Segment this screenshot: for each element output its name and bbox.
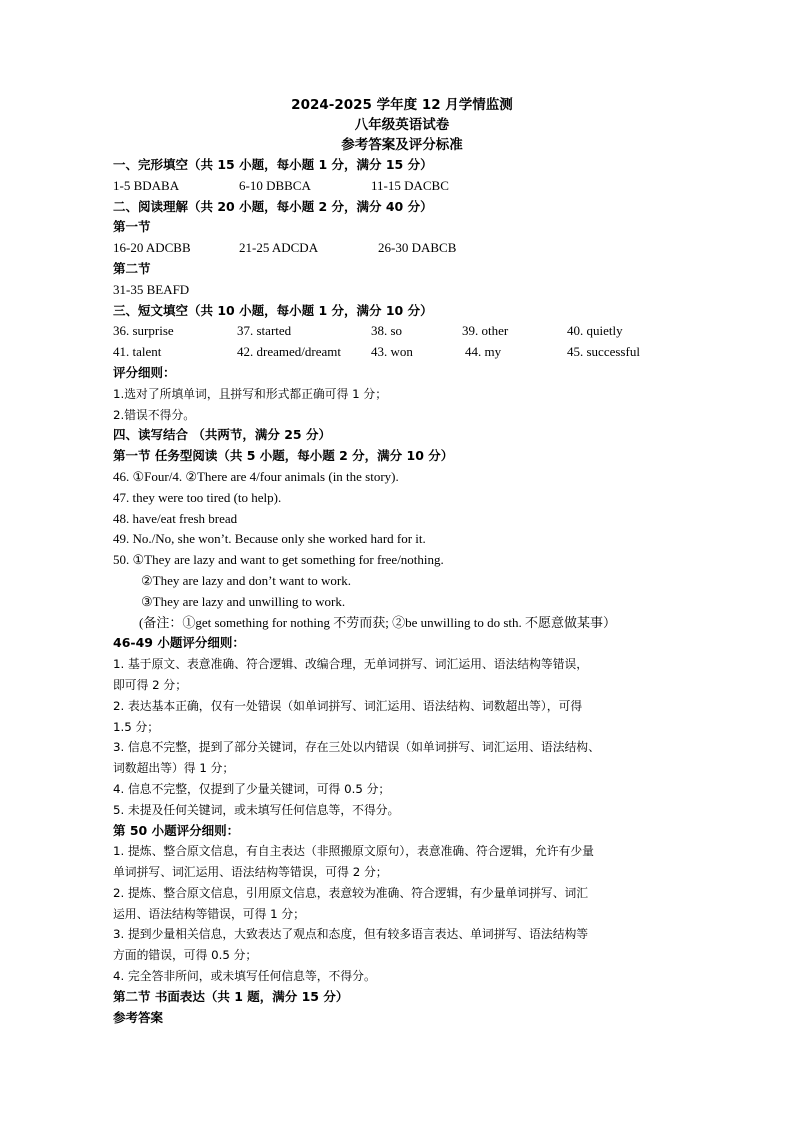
answer-group: 6-10 DBBCA bbox=[239, 177, 311, 193]
section1-heading: 一、完形填空（共 15 小题，每小题 1 分，满分 15 分） bbox=[113, 157, 433, 172]
answer-group: 21-25 ADCDA bbox=[239, 240, 319, 256]
answer-group: 16-20 ADCBB bbox=[113, 240, 191, 256]
answer-49: 49. No./No, she won’t. Because only she worked hard for it. bbox=[113, 531, 426, 547]
rule-line: 1. 提炼、整合原文信息，有自主表达（非照搬原文原句），表意准确、符合逻辑，允许有少量 bbox=[113, 844, 594, 859]
rule-line: 即可得 2 分； bbox=[113, 677, 187, 692]
exam-title bbox=[113, 95, 691, 155]
section3-rule: 1.选对了所填单词，且拼写和形式都正确可得 1 分； bbox=[113, 386, 387, 401]
section1-answers bbox=[113, 176, 691, 197]
rule-line: 4. 信息不完整，仅提到了少量关键词，可得 0.5 分； bbox=[113, 781, 391, 796]
section3-heading: 三、短文填空（共 10 小题，每小题 1 分，满分 10 分） bbox=[113, 302, 433, 318]
answer-item: 43. won bbox=[371, 344, 413, 360]
answer-item: 45. successful bbox=[567, 344, 640, 360]
answer-group: 26-30 DABCB bbox=[378, 240, 457, 256]
section3-answers-row2 bbox=[113, 342, 691, 363]
answer-50: 50. ①They are lazy and want to get something for free/nothing. bbox=[113, 552, 444, 568]
rule-line: 词数超出等）得 1 分； bbox=[113, 761, 235, 776]
section4-part2-heading: 第二节 书面表达（共 1 题，满分 15 分） bbox=[113, 988, 349, 1004]
answer-item: 41. talent bbox=[113, 344, 162, 360]
rule-line: 3. 信息不完整，提到了部分关键词，存在三处以内错误（如单词拼写、词汇运用、语法结构、 bbox=[113, 740, 600, 755]
answer-50-alt: ②They are lazy and don’t want to work. bbox=[141, 572, 351, 588]
section2-heading: 二、阅读理解（共 20 小题，每小题 2 分，满分 40 分） bbox=[113, 198, 433, 214]
section2-part1-answers bbox=[113, 238, 691, 259]
title-line-2: 八年级英语试卷 bbox=[354, 117, 450, 133]
rule-line: 运用、语法结构等错误，可得 1 分； bbox=[113, 906, 305, 921]
answer-group: 1-5 BDABA bbox=[113, 177, 180, 193]
answer-key-page bbox=[113, 95, 691, 1028]
answer-item: 40. quietly bbox=[567, 323, 623, 339]
answer-48: 48. have/eat fresh bread bbox=[113, 510, 238, 526]
section3-rule: 2.错误不得分。 bbox=[113, 407, 196, 422]
section3-rules-heading: 评分细则： bbox=[113, 364, 176, 380]
answer-item: 38. so bbox=[371, 323, 403, 339]
rule-line: 3. 提到少量相关信息，大致表达了观点和态度，但有较多语言表达、单词拼写、语法结构等 bbox=[113, 927, 589, 942]
title-line-1: 2024-2025 学年度 12 月学情监测 bbox=[291, 97, 513, 113]
reference-answer-heading: 参考答案 bbox=[113, 1009, 164, 1025]
answer-item: 37. started bbox=[237, 323, 292, 339]
section2-part1-label: 第一节 bbox=[113, 219, 151, 235]
section4-heading: 四、读写结合 （共两节，满分 25 分） bbox=[113, 427, 331, 443]
answer-46: 46. ①Four/4. ②There are 4/four animals (in the story). bbox=[113, 468, 399, 484]
rule-line: 5. 未提及任何关键词，或未填写任何信息等，不得分。 bbox=[113, 802, 400, 817]
rule-line: 1.5 分； bbox=[113, 719, 160, 734]
rule-line: 单词拼写、词汇运用、语法结构等错误，可得 2 分； bbox=[113, 865, 388, 880]
rule-line: 方面的错误，可得 0.5 分； bbox=[113, 948, 258, 963]
rules-46-49-heading: 46-49 小题评分细则： bbox=[113, 635, 245, 651]
answer-item: 44. my bbox=[465, 344, 502, 360]
answer-47: 47. they were too tired (to help). bbox=[113, 489, 282, 505]
rules-50-heading: 第 50 小题评分细则： bbox=[113, 822, 240, 838]
answer-50-note: (备注：①get something for nothing 不劳而获; ②be unwilling to do sth. 不愿意做某事） bbox=[139, 614, 617, 630]
rule-line: 2. 提炼、整合原文信息，引用原文信息，表意较为准确、符合逻辑，有少量单词拼写、词汇 bbox=[113, 885, 589, 900]
answer-50-alt: ③They are lazy and unwilling to work. bbox=[141, 593, 346, 609]
title-line-3: 参考答案及评分标准 bbox=[341, 137, 463, 153]
section2-part2-label: 第二节 bbox=[113, 260, 151, 276]
section2-part2-answer: 31-35 BEAFD bbox=[113, 281, 190, 297]
rule-line: 4. 完全答非所问，或未填写任何信息等，不得分。 bbox=[113, 969, 376, 984]
rule-line: 2. 表达基本正确，仅有一处错误（如单词拼写、词汇运用、语法结构、词数超出等），可得 bbox=[113, 698, 583, 713]
section3-answers-row1 bbox=[113, 321, 691, 342]
rule-line: 1. 基于原文、表意准确、符合逻辑、改编合理，无单词拼写、词汇运用、语法结构等错误， bbox=[113, 657, 589, 672]
answer-item: 42. dreamed/dreamt bbox=[237, 344, 341, 360]
answer-item: 39. other bbox=[462, 323, 509, 339]
answer-item: 36. surprise bbox=[113, 323, 174, 339]
section4-part1-heading: 第一节 任务型阅读（共 5 小题，每小题 2 分，满分 10 分） bbox=[113, 448, 454, 464]
answer-group: 11-15 DACBC bbox=[371, 177, 449, 193]
